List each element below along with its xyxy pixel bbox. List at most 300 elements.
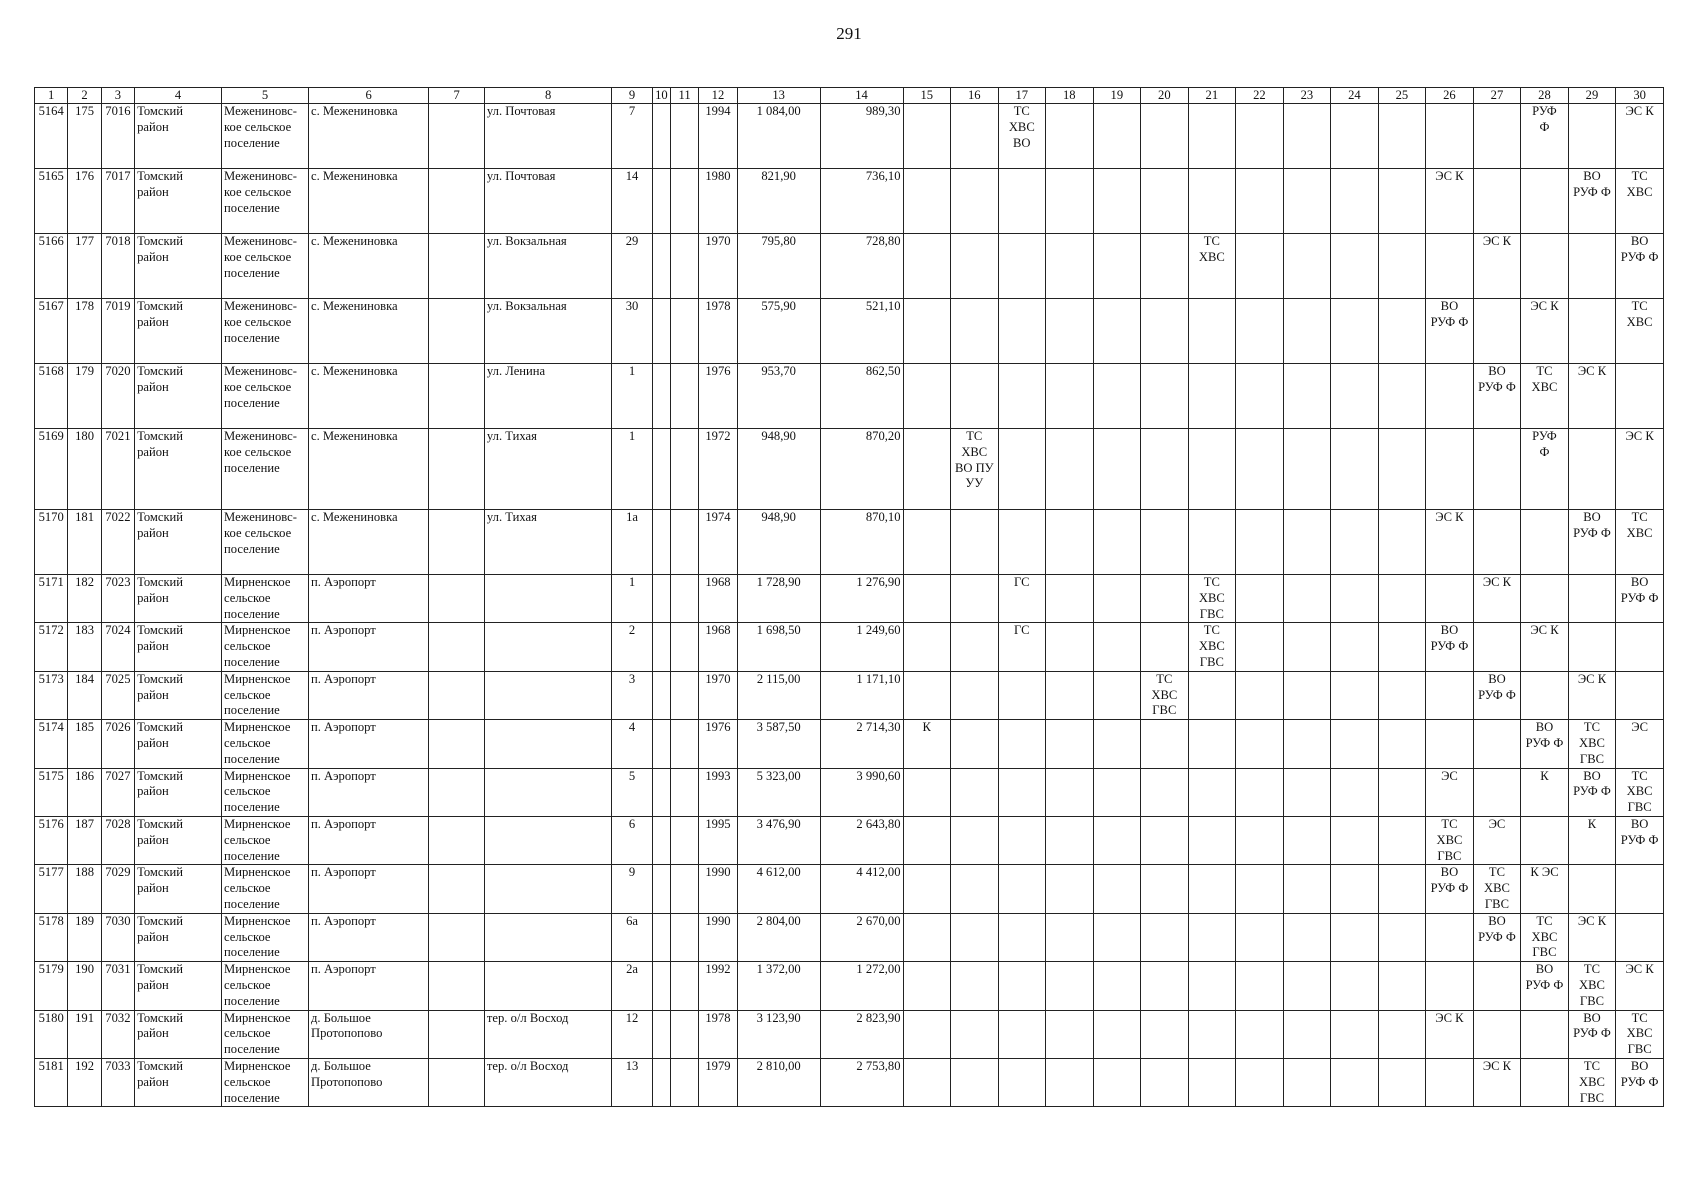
table-cell-col-28: ВО РУФ Ф: [1521, 962, 1569, 1010]
table-cell-col-26: [1426, 962, 1474, 1010]
table-cell-col-13: 4 612,00: [737, 865, 820, 913]
table-cell-col-6: п. Аэропорт: [308, 865, 428, 913]
column-number-26: 26: [1426, 88, 1474, 104]
table-cell-col-28: [1521, 816, 1569, 864]
table-cell-col-16: [951, 1058, 999, 1106]
table-cell-col-26: [1426, 429, 1474, 510]
table-cell-col-25: [1378, 1010, 1426, 1058]
table-cell-col-23: [1283, 671, 1331, 719]
table-cell-col-23: [1283, 720, 1331, 768]
column-number-3: 3: [101, 88, 134, 104]
table-cell-col-2: 179: [68, 364, 101, 429]
table-cell-col-28: ТС ХВС ГВС: [1521, 913, 1569, 961]
table-cell-col-13: 795,80: [737, 234, 820, 299]
table-cell-col-3: 7033: [101, 1058, 134, 1106]
table-cell-col-13: 3 476,90: [737, 816, 820, 864]
table-cell-col-18: [1046, 104, 1094, 169]
table-cell-col-24: [1331, 510, 1379, 575]
table-cell-col-8: [484, 623, 611, 671]
table-row: [35, 1010, 1664, 1058]
table-cell-col-30: [1616, 364, 1664, 429]
table-cell-col-17: [998, 962, 1046, 1010]
table-cell-col-5: Мирненское сельское поселение: [222, 623, 309, 671]
table-cell-col-15: [903, 962, 951, 1010]
table-cell-col-19: [1093, 623, 1141, 671]
table-cell-col-28: РУФ Ф: [1521, 104, 1569, 169]
column-number-12: 12: [699, 88, 737, 104]
table-cell-col-22: [1236, 865, 1284, 913]
table-cell-col-18: [1046, 234, 1094, 299]
table-cell-col-28: [1521, 234, 1569, 299]
table-cell-col-16: [951, 720, 999, 768]
table-cell-col-6: п. Аэропорт: [308, 623, 428, 671]
table-cell-col-26: ВО РУФ Ф: [1426, 299, 1474, 364]
table-cell-col-24: [1331, 865, 1379, 913]
table-cell-col-6: с. Межениновка: [308, 364, 428, 429]
table-cell-col-10: [652, 429, 670, 510]
table-cell-col-1: 5164: [35, 104, 68, 169]
table-cell-col-29: [1568, 865, 1616, 913]
table-cell-col-24: [1331, 816, 1379, 864]
table-cell-col-3: 7029: [101, 865, 134, 913]
table-row: [35, 768, 1664, 816]
table-cell-col-4: Томский район: [135, 768, 222, 816]
column-number-13: 13: [737, 88, 820, 104]
table-cell-col-20: [1141, 720, 1189, 768]
table-cell-col-5: Межениновс- кое сельское поселение: [222, 299, 309, 364]
table-cell-col-16: [951, 510, 999, 575]
table-cell-col-21: ТС ХВС ГВС: [1188, 623, 1236, 671]
table-cell-col-28: К ЭС: [1521, 865, 1569, 913]
table-cell-col-18: [1046, 962, 1094, 1010]
table-cell-col-16: [951, 913, 999, 961]
table-cell-col-17: ГС: [998, 575, 1046, 623]
table-cell-col-19: [1093, 865, 1141, 913]
table-cell-col-10: [652, 299, 670, 364]
table-cell-col-2: 188: [68, 865, 101, 913]
table-cell-col-4: Томский район: [135, 1058, 222, 1106]
table-cell-col-13: 821,90: [737, 169, 820, 234]
table-cell-col-4: Томский район: [135, 169, 222, 234]
table-cell-col-11: [670, 299, 698, 364]
table-cell-col-20: [1141, 575, 1189, 623]
table-cell-col-21: [1188, 104, 1236, 169]
table-cell-col-3: 7032: [101, 1010, 134, 1058]
table-cell-col-8: ул. Тихая: [484, 429, 611, 510]
table-cell-col-17: [998, 913, 1046, 961]
table-cell-col-23: [1283, 299, 1331, 364]
table-cell-col-16: [951, 623, 999, 671]
table-cell-col-27: ВО РУФ Ф: [1473, 364, 1521, 429]
table-cell-col-30: ВО РУФ Ф: [1616, 816, 1664, 864]
table-cell-col-9: 2а: [612, 962, 652, 1010]
table-row: [35, 169, 1664, 234]
table-cell-col-18: [1046, 671, 1094, 719]
table-cell-col-8: тер. о/л Восход: [484, 1058, 611, 1106]
table-cell-col-12: 1978: [699, 299, 737, 364]
table-cell-col-28: [1521, 510, 1569, 575]
table-cell-col-3: 7019: [101, 299, 134, 364]
table-cell-col-7: [429, 913, 485, 961]
table-cell-col-15: [903, 816, 951, 864]
table-cell-col-16: [951, 768, 999, 816]
table-cell-col-2: 181: [68, 510, 101, 575]
table-cell-col-29: ВО РУФ Ф: [1568, 1010, 1616, 1058]
table-cell-col-16: [951, 234, 999, 299]
table-cell-col-26: [1426, 234, 1474, 299]
table-cell-col-9: 29: [612, 234, 652, 299]
table-cell-col-12: 1990: [699, 913, 737, 961]
table-cell-col-26: ВО РУФ Ф: [1426, 865, 1474, 913]
table-cell-col-4: Томский район: [135, 575, 222, 623]
table-cell-col-14: 521,10: [820, 299, 903, 364]
table-cell-col-1: 5176: [35, 816, 68, 864]
table-cell-col-4: Томский район: [135, 720, 222, 768]
table-cell-col-9: 1: [612, 429, 652, 510]
table-cell-col-25: [1378, 234, 1426, 299]
table-cell-col-28: [1521, 1058, 1569, 1106]
table-cell-col-2: 186: [68, 768, 101, 816]
table-cell-col-30: [1616, 865, 1664, 913]
table-cell-col-24: [1331, 1010, 1379, 1058]
table-cell-col-27: ВО РУФ Ф: [1473, 913, 1521, 961]
table-cell-col-22: [1236, 768, 1284, 816]
table-cell-col-22: [1236, 671, 1284, 719]
table-cell-col-13: 1 728,90: [737, 575, 820, 623]
table-cell-col-27: [1473, 1010, 1521, 1058]
table-cell-col-22: [1236, 913, 1284, 961]
table-cell-col-5: Мирненское сельское поселение: [222, 816, 309, 864]
table-cell-col-4: Томский район: [135, 429, 222, 510]
table-cell-col-30: ВО РУФ Ф: [1616, 234, 1664, 299]
table-cell-col-23: [1283, 104, 1331, 169]
table-cell-col-27: [1473, 299, 1521, 364]
table-cell-col-16: [951, 299, 999, 364]
table-cell-col-27: [1473, 962, 1521, 1010]
table-cell-col-14: 2 643,80: [820, 816, 903, 864]
table-cell-col-1: 5173: [35, 671, 68, 719]
table-cell-col-28: [1521, 1010, 1569, 1058]
table-cell-col-30: ЭС К: [1616, 962, 1664, 1010]
column-number-16: 16: [951, 88, 999, 104]
table-cell-col-13: 3 123,90: [737, 1010, 820, 1058]
table-cell-col-6: п. Аэропорт: [308, 816, 428, 864]
table-cell-col-20: [1141, 768, 1189, 816]
table-cell-col-9: 6а: [612, 913, 652, 961]
table-cell-col-17: [998, 816, 1046, 864]
table-cell-col-1: 5165: [35, 169, 68, 234]
table-cell-col-5: Мирненское сельское поселение: [222, 575, 309, 623]
table-cell-col-14: 736,10: [820, 169, 903, 234]
table-cell-col-17: [998, 865, 1046, 913]
table-cell-col-6: п. Аэропорт: [308, 720, 428, 768]
table-cell-col-24: [1331, 169, 1379, 234]
column-number-28: 28: [1521, 88, 1569, 104]
column-number-29: 29: [1568, 88, 1616, 104]
table-cell-col-29: [1568, 429, 1616, 510]
table-cell-col-16: [951, 169, 999, 234]
table-cell-col-2: 175: [68, 104, 101, 169]
table-cell-col-13: 953,70: [737, 364, 820, 429]
table-cell-col-10: [652, 234, 670, 299]
table-cell-col-8: ул. Вокзальная: [484, 234, 611, 299]
table-cell-col-30: [1616, 913, 1664, 961]
table-cell-col-7: [429, 429, 485, 510]
table-cell-col-6: д. Большое Протопопово: [308, 1058, 428, 1106]
table-cell-col-8: [484, 575, 611, 623]
table-cell-col-29: ВО РУФ Ф: [1568, 510, 1616, 575]
table-cell-col-9: 30: [612, 299, 652, 364]
table-cell-col-3: 7017: [101, 169, 134, 234]
table-cell-col-2: 178: [68, 299, 101, 364]
table-cell-col-15: [903, 623, 951, 671]
table-cell-col-11: [670, 720, 698, 768]
table-cell-col-10: [652, 510, 670, 575]
table-cell-col-7: [429, 169, 485, 234]
table-cell-col-22: [1236, 720, 1284, 768]
table-cell-col-25: [1378, 299, 1426, 364]
table-cell-col-23: [1283, 816, 1331, 864]
table-cell-col-27: ЭС К: [1473, 234, 1521, 299]
table-cell-col-4: Томский район: [135, 913, 222, 961]
table-cell-col-15: [903, 169, 951, 234]
table-cell-col-14: 1 249,60: [820, 623, 903, 671]
table-row: [35, 510, 1664, 575]
table-cell-col-28: К: [1521, 768, 1569, 816]
table-cell-col-8: ул. Почтовая: [484, 169, 611, 234]
page-number: 291: [836, 24, 862, 43]
table-cell-col-13: 1 084,00: [737, 104, 820, 169]
table-cell-col-4: Томский район: [135, 234, 222, 299]
table-cell-col-10: [652, 865, 670, 913]
table-cell-col-3: 7028: [101, 816, 134, 864]
table-cell-col-18: [1046, 816, 1094, 864]
table-cell-col-26: ЭС: [1426, 768, 1474, 816]
table-cell-col-5: Мирненское сельское поселение: [222, 1058, 309, 1106]
table-cell-col-2: 190: [68, 962, 101, 1010]
table-row: [35, 623, 1664, 671]
table-cell-col-4: Томский район: [135, 299, 222, 364]
table-cell-col-13: 575,90: [737, 299, 820, 364]
table-cell-col-3: 7025: [101, 671, 134, 719]
table-cell-col-26: ТС ХВС ГВС: [1426, 816, 1474, 864]
table-cell-col-19: [1093, 913, 1141, 961]
table-cell-col-19: [1093, 234, 1141, 299]
table-cell-col-25: [1378, 575, 1426, 623]
table-cell-col-7: [429, 1058, 485, 1106]
table-cell-col-25: [1378, 364, 1426, 429]
table-cell-col-7: [429, 962, 485, 1010]
table-cell-col-13: 2 810,00: [737, 1058, 820, 1106]
table-cell-col-8: ул. Вокзальная: [484, 299, 611, 364]
table-cell-col-7: [429, 865, 485, 913]
table-cell-col-29: [1568, 623, 1616, 671]
table-cell-col-6: п. Аэропорт: [308, 671, 428, 719]
table-cell-col-28: РУФ Ф: [1521, 429, 1569, 510]
table-cell-col-9: 5: [612, 768, 652, 816]
table-cell-col-22: [1236, 364, 1284, 429]
table-cell-col-14: 1 171,10: [820, 671, 903, 719]
table-cell-col-18: [1046, 720, 1094, 768]
table-cell-col-10: [652, 1058, 670, 1106]
table-cell-col-2: 180: [68, 429, 101, 510]
table-cell-col-25: [1378, 623, 1426, 671]
table-cell-col-25: [1378, 1058, 1426, 1106]
table-cell-col-19: [1093, 575, 1141, 623]
table-cell-col-22: [1236, 510, 1284, 575]
table-cell-col-27: [1473, 104, 1521, 169]
table-cell-col-14: 870,20: [820, 429, 903, 510]
table-cell-col-17: [998, 510, 1046, 575]
table-cell-col-11: [670, 1010, 698, 1058]
table-cell-col-27: [1473, 510, 1521, 575]
table-cell-col-23: [1283, 510, 1331, 575]
table-cell-col-12: 1968: [699, 623, 737, 671]
table-cell-col-16: [951, 575, 999, 623]
table-cell-col-9: 4: [612, 720, 652, 768]
table-cell-col-20: [1141, 104, 1189, 169]
column-number-24: 24: [1331, 88, 1379, 104]
table-cell-col-8: [484, 962, 611, 1010]
table-cell-col-26: [1426, 1058, 1474, 1106]
table-cell-col-24: [1331, 768, 1379, 816]
table-cell-col-21: [1188, 768, 1236, 816]
table-cell-col-3: 7026: [101, 720, 134, 768]
table-cell-col-30: ТС ХВС: [1616, 169, 1664, 234]
table-cell-col-10: [652, 768, 670, 816]
table-cell-col-22: [1236, 104, 1284, 169]
table-cell-col-5: Межениновс- кое сельское поселение: [222, 510, 309, 575]
table-cell-col-9: 2: [612, 623, 652, 671]
table-cell-col-21: [1188, 1010, 1236, 1058]
table-cell-col-15: К: [903, 720, 951, 768]
table-cell-col-25: [1378, 913, 1426, 961]
table-cell-col-30: ТС ХВС ГВС: [1616, 768, 1664, 816]
table-cell-col-23: [1283, 865, 1331, 913]
column-number-21: 21: [1188, 88, 1236, 104]
table-cell-col-11: [670, 429, 698, 510]
table-cell-col-5: Мирненское сельское поселение: [222, 671, 309, 719]
table-cell-col-21: [1188, 429, 1236, 510]
table-cell-col-9: 13: [612, 1058, 652, 1106]
table-cell-col-8: [484, 671, 611, 719]
table-cell-col-15: [903, 510, 951, 575]
table-cell-col-15: [903, 1010, 951, 1058]
table-cell-col-11: [670, 913, 698, 961]
table-cell-col-19: [1093, 1010, 1141, 1058]
table-cell-col-6: п. Аэропорт: [308, 768, 428, 816]
table-cell-col-13: 3 587,50: [737, 720, 820, 768]
table-cell-col-23: [1283, 913, 1331, 961]
table-cell-col-17: [998, 1058, 1046, 1106]
table-cell-col-27: ЭС К: [1473, 575, 1521, 623]
table-cell-col-21: [1188, 510, 1236, 575]
table-cell-col-18: [1046, 299, 1094, 364]
table-cell-col-6: п. Аэропорт: [308, 575, 428, 623]
table-cell-col-22: [1236, 169, 1284, 234]
table-cell-col-24: [1331, 720, 1379, 768]
table-cell-col-1: 5174: [35, 720, 68, 768]
table-cell-col-1: 5166: [35, 234, 68, 299]
column-number-18: 18: [1046, 88, 1094, 104]
column-number-row: [35, 88, 1664, 104]
table-cell-col-23: [1283, 429, 1331, 510]
column-number-2: 2: [68, 88, 101, 104]
table-cell-col-12: 1972: [699, 429, 737, 510]
table-cell-col-11: [670, 104, 698, 169]
table-cell-col-22: [1236, 623, 1284, 671]
table-row: [35, 962, 1664, 1010]
column-number-25: 25: [1378, 88, 1426, 104]
table-cell-col-15: [903, 865, 951, 913]
table-cell-col-14: 1 272,00: [820, 962, 903, 1010]
table-cell-col-21: ТС ХВС: [1188, 234, 1236, 299]
table-cell-col-29: ЭС К: [1568, 364, 1616, 429]
table-cell-col-27: ЭС К: [1473, 1058, 1521, 1106]
table-cell-col-26: [1426, 913, 1474, 961]
table-cell-col-4: Томский район: [135, 816, 222, 864]
table-row: [35, 1058, 1664, 1106]
table-cell-col-13: 948,90: [737, 510, 820, 575]
table-cell-col-15: [903, 364, 951, 429]
table-cell-col-1: 5178: [35, 913, 68, 961]
table-cell-col-19: [1093, 768, 1141, 816]
table-cell-col-21: ТС ХВС ГВС: [1188, 575, 1236, 623]
table-cell-col-21: [1188, 364, 1236, 429]
table-cell-col-11: [670, 1058, 698, 1106]
table-cell-col-17: [998, 429, 1046, 510]
table-cell-col-23: [1283, 169, 1331, 234]
column-number-15: 15: [903, 88, 951, 104]
table-cell-col-13: 1 372,00: [737, 962, 820, 1010]
table-cell-col-9: 6: [612, 816, 652, 864]
table-cell-col-7: [429, 510, 485, 575]
table-cell-col-14: 870,10: [820, 510, 903, 575]
table-cell-col-2: 189: [68, 913, 101, 961]
column-number-1: 1: [35, 88, 68, 104]
table-cell-col-2: 187: [68, 816, 101, 864]
table-row: [35, 913, 1664, 961]
table-cell-col-26: ЭС К: [1426, 510, 1474, 575]
table-cell-col-29: ТС ХВС ГВС: [1568, 1058, 1616, 1106]
table-cell-col-3: 7031: [101, 962, 134, 1010]
table-cell-col-23: [1283, 234, 1331, 299]
table-cell-col-23: [1283, 1058, 1331, 1106]
table-cell-col-13: 948,90: [737, 429, 820, 510]
table-cell-col-2: 184: [68, 671, 101, 719]
table-cell-col-11: [670, 768, 698, 816]
table-cell-col-22: [1236, 234, 1284, 299]
table-cell-col-28: ТС ХВС: [1521, 364, 1569, 429]
table-cell-col-18: [1046, 1058, 1094, 1106]
table-cell-col-19: [1093, 104, 1141, 169]
table-cell-col-24: [1331, 962, 1379, 1010]
table-cell-col-21: [1188, 913, 1236, 961]
table-cell-col-9: 12: [612, 1010, 652, 1058]
table-cell-col-3: 7021: [101, 429, 134, 510]
column-number-22: 22: [1236, 88, 1284, 104]
table-row: [35, 234, 1664, 299]
table-cell-col-16: [951, 364, 999, 429]
table-cell-col-2: 191: [68, 1010, 101, 1058]
table-cell-col-21: [1188, 865, 1236, 913]
table-cell-col-18: [1046, 1010, 1094, 1058]
table-cell-col-27: [1473, 720, 1521, 768]
table-cell-col-30: [1616, 623, 1664, 671]
table-cell-col-1: 5167: [35, 299, 68, 364]
table-cell-col-15: [903, 671, 951, 719]
table-cell-col-9: 9: [612, 865, 652, 913]
